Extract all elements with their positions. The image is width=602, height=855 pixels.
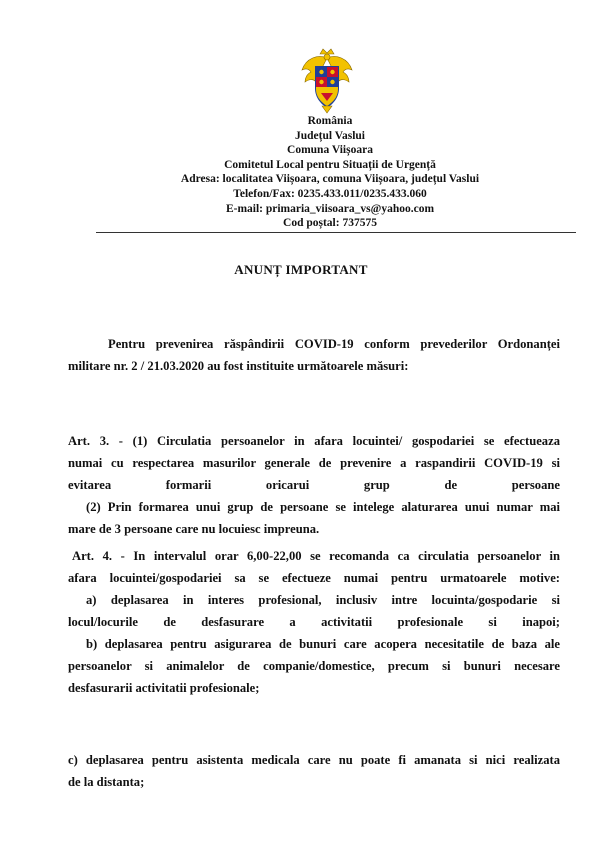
article-3-line: mare de 3 persoane care nu locuiesc impreuna. [68, 522, 320, 536]
header-committee: Comitetul Local pentru Situații de Urgență [224, 158, 436, 171]
article-3 [68, 430, 560, 540]
header-email: E-mail: primaria_viisoara_vs@yahoo.com [225, 202, 435, 215]
article-4-line: persoanelor si animalelor de companie/domestice, precum si bunuri necesare [68, 659, 560, 673]
intro-paragraph [68, 333, 560, 377]
article-4 [68, 545, 560, 699]
article-3-line: evitarea formarii oricarui grup de persoane [68, 478, 560, 492]
header-country: România [307, 115, 353, 127]
document-title: ANUNȚ IMPORTANT [234, 262, 368, 277]
article-3-line: numai cu respectarea masurilor generale de prevenire a raspandirii COVID-19 si [68, 456, 560, 470]
header-divider [96, 232, 576, 233]
article-4-line: desfasurarii activitatii profesionale; [68, 681, 260, 695]
header-commune: Comuna Viișoara [287, 144, 373, 157]
header-county: Județul Vaslui [295, 129, 365, 142]
article-3-line: Art. 3. - (1) Circulatia persoanelor in afara locuintei/ gospodariei se efectueaza [68, 434, 560, 448]
article-4-line: locul/locurile de desfasurare a activitatii profesionale si inapoi; [68, 615, 560, 629]
coat-of-arms-icon [300, 48, 354, 114]
header-address: Adresa: localitatea Viișoara, comuna Viișoara, județul Vaslui [180, 173, 480, 186]
article-4-line: c) deplasarea pentru asistenta medicala care nu poate fi amanata si nici realizata [68, 753, 560, 767]
institution-header [150, 114, 510, 231]
header-phone: Telefon/Fax: 0235.433.011/0235.433.060 [233, 187, 427, 200]
article-4-line: afara locuintei/gospodariei sa se efectueze numai pentru urmatoarele motive: [68, 571, 560, 585]
article-4-point-c [68, 749, 560, 793]
intro-line: Pentru prevenirea răspândirii COVID-19 conform prevederilor Ordonanței [108, 337, 560, 351]
article-3-line: (2) Prin formarea unui grup de persoane se intelege alaturarea unui numar mai [86, 500, 560, 514]
header-postal-code: Cod poștal: 737575 [283, 217, 377, 230]
intro-line: militare nr. 2 / 21.03.2020 au fost instituite următoarele măsuri: [68, 359, 409, 373]
article-4-line: de la distanta; [68, 775, 145, 789]
article-4-line: b) deplasarea pentru asigurarea de bunuri care acopera necesitatile de baza ale [86, 637, 560, 651]
article-4-line: a) deplasarea in interes profesional, inclusiv intre locuinta/gospodarie si [86, 593, 560, 607]
article-4-line: Art. 4. - In intervalul orar 6,00-22,00 se recomanda ca circulatia persoanelor in [72, 549, 560, 563]
